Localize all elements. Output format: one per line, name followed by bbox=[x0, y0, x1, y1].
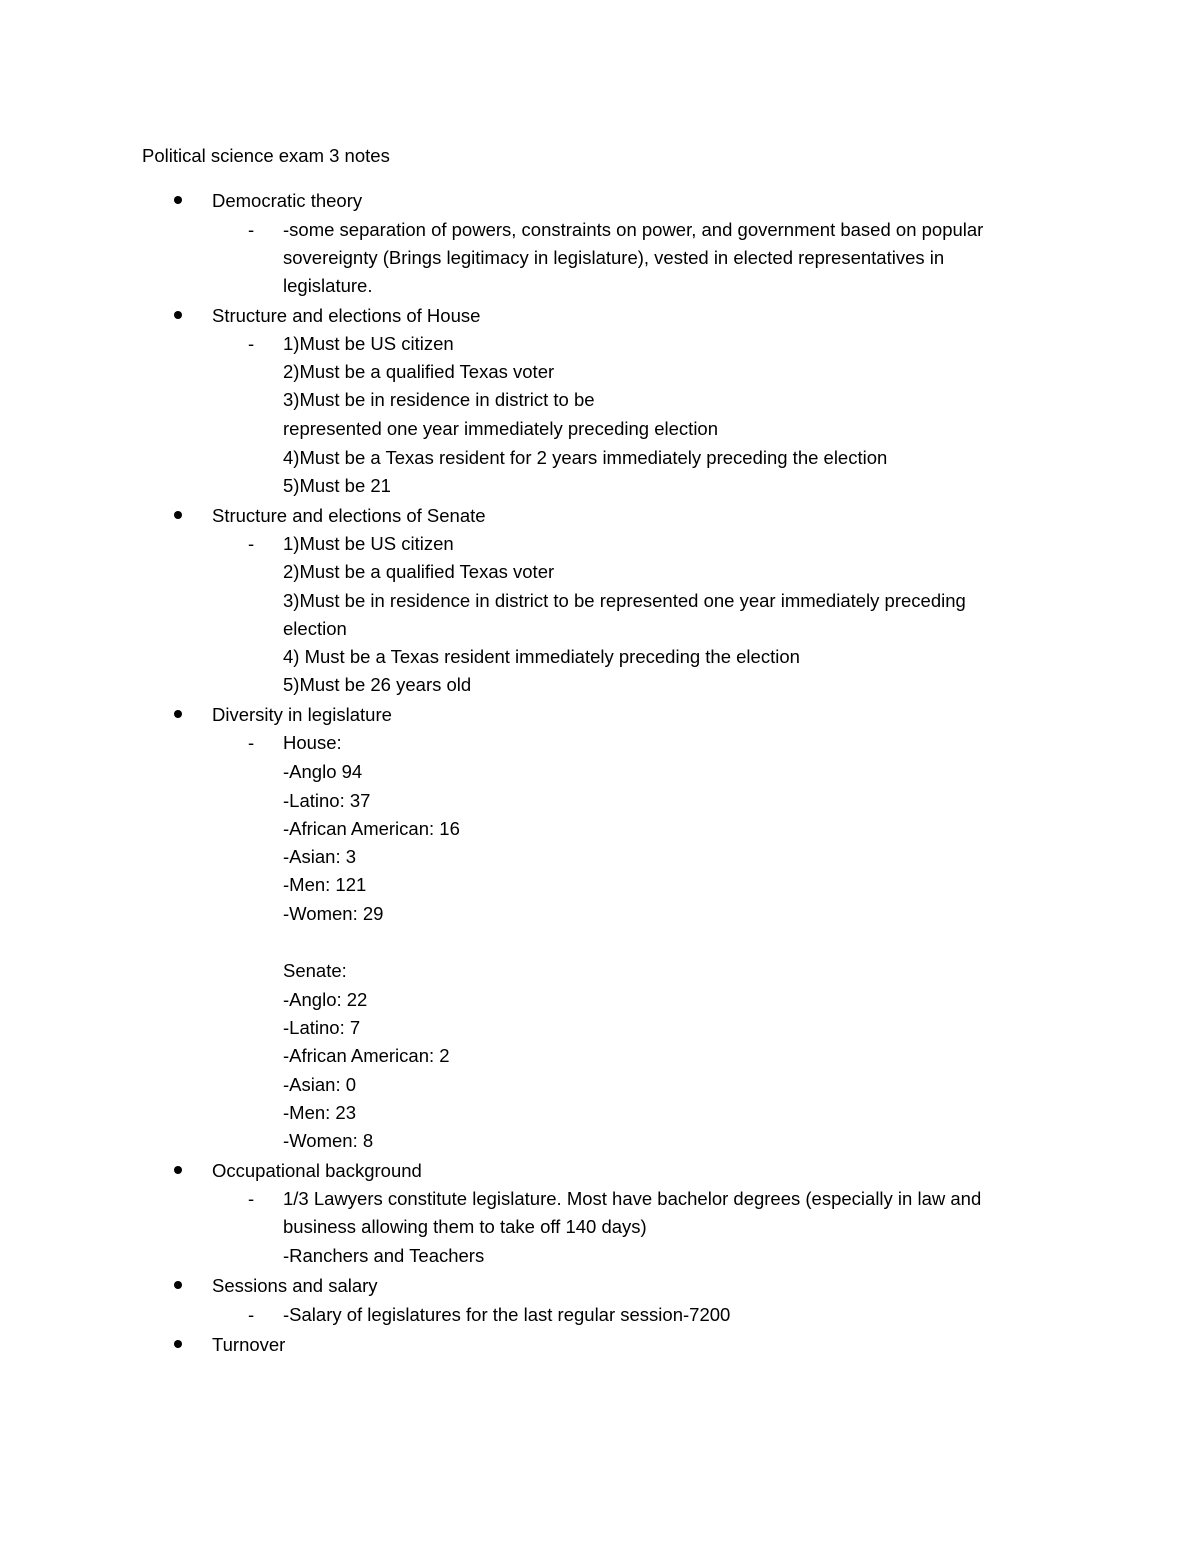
list-item: 3)Must be in residence in district to be bbox=[283, 389, 595, 410]
bullet-icon bbox=[174, 311, 182, 319]
bullet-icon bbox=[174, 1340, 182, 1348]
document-title: Political science exam 3 notes bbox=[142, 145, 390, 166]
heading-diversity: Diversity in legislature bbox=[212, 704, 392, 725]
list-item: -Men: 23 bbox=[283, 1102, 357, 1123]
list-item: -Latino: 7 bbox=[283, 1017, 361, 1038]
list-item: 3)Must be in residence in district to be represented one year immediately preceding bbox=[283, 590, 966, 611]
list-item: election bbox=[283, 618, 347, 639]
list-item: 1)Must be US citizen bbox=[283, 533, 454, 554]
list-item: -Women: 29 bbox=[283, 903, 384, 924]
heading-sessions: Sessions and salary bbox=[212, 1275, 378, 1296]
list-item: -Asian: 0 bbox=[283, 1074, 357, 1095]
bullet-icon bbox=[174, 511, 182, 519]
dash-marker: - bbox=[248, 219, 255, 240]
list-item: 4) Must be a Texas resident immediately preceding the election bbox=[283, 646, 800, 667]
list-item: -some separation of powers, constraints on power, and government based on popular bbox=[283, 219, 984, 240]
list-item: 5)Must be 21 bbox=[283, 475, 391, 496]
list-item: -Asian: 3 bbox=[283, 846, 357, 867]
list-item: 2)Must be a qualified Texas voter bbox=[283, 361, 555, 382]
dash-marker: - bbox=[248, 732, 255, 753]
list-item: 2)Must be a qualified Texas voter bbox=[283, 561, 555, 582]
heading-turnover: Turnover bbox=[212, 1334, 286, 1355]
list-item: -Ranchers and Teachers bbox=[283, 1245, 485, 1266]
dash-marker: - bbox=[248, 333, 255, 354]
list-item: -Latino: 37 bbox=[283, 790, 371, 811]
heading-house: Structure and elections of House bbox=[212, 305, 481, 326]
list-item: -Anglo: 22 bbox=[283, 989, 368, 1010]
dash-marker: - bbox=[248, 1304, 255, 1325]
bullet-icon bbox=[174, 196, 182, 204]
list-item: sovereignty (Brings legitimacy in legislature), vested in elected representatives in bbox=[283, 247, 945, 268]
list-item: represented one year immediately preceding election bbox=[283, 418, 719, 439]
dash-marker: - bbox=[248, 1188, 255, 1209]
list-item: 1/3 Lawyers constitute legislature. Most have bachelor degrees (especially in law and bbox=[283, 1188, 982, 1209]
list-item: -Women: 8 bbox=[283, 1130, 374, 1151]
list-item: -African American: 2 bbox=[283, 1045, 450, 1066]
list-item: 4)Must be a Texas resident for 2 years immediately preceding the election bbox=[283, 447, 888, 468]
heading-democratic-theory: Democratic theory bbox=[212, 190, 363, 211]
list-item: -African American: 16 bbox=[283, 818, 460, 839]
list-item: -Anglo 94 bbox=[283, 761, 363, 782]
list-item: -Men: 121 bbox=[283, 874, 367, 895]
bullet-icon bbox=[174, 1281, 182, 1289]
list-item: legislature. bbox=[283, 275, 373, 296]
list-item: -Salary of legislatures for the last regular session-7200 bbox=[283, 1304, 731, 1325]
list-item: 5)Must be 26 years old bbox=[283, 674, 472, 695]
heading-senate: Structure and elections of Senate bbox=[212, 505, 486, 526]
bullet-icon bbox=[174, 1166, 182, 1174]
dash-marker: - bbox=[248, 533, 255, 554]
senate-label: Senate: bbox=[283, 960, 347, 981]
bullet-icon bbox=[174, 710, 182, 718]
house-label: House: bbox=[283, 732, 342, 753]
heading-occupational: Occupational background bbox=[212, 1160, 422, 1181]
list-item: business allowing them to take off 140 days) bbox=[283, 1216, 647, 1237]
list-item: 1)Must be US citizen bbox=[283, 333, 454, 354]
